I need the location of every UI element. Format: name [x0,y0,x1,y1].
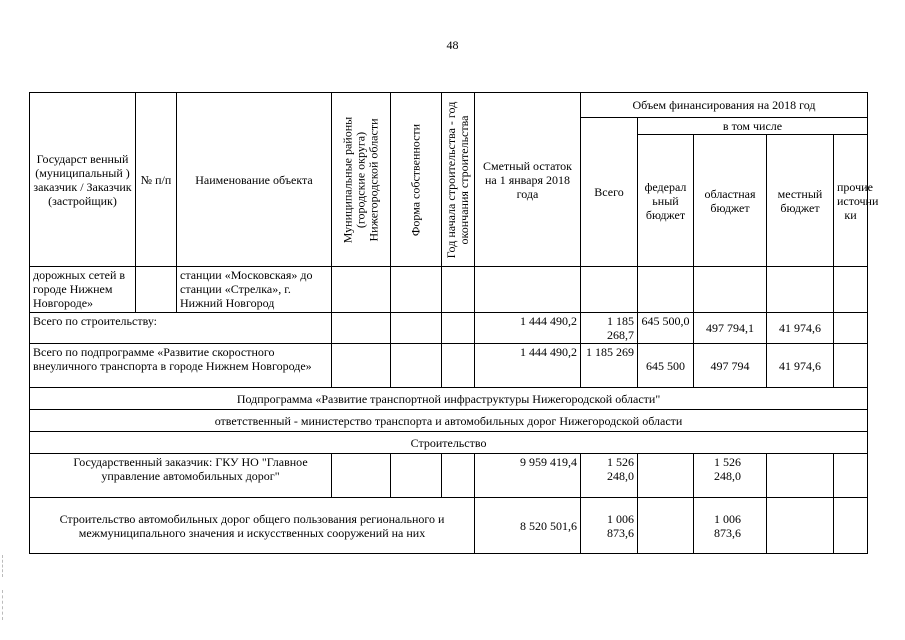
table-row [30,410,868,432]
header-including: в том числе [638,118,868,135]
table-row [30,344,868,388]
total-construction-federal: 645 500,0 [638,313,694,344]
roads-balance: 8 520 501,6 [475,498,581,554]
total-construction-local: 41 974,6 [767,313,834,344]
responsible-line: ответственный - министерство транспорта и автомобильных дорог Нижегородской области [30,410,868,432]
gku-label: Государственный заказчик: ГКУ НО "Главное управление автомобильных дорог" [30,454,332,498]
header-estimated-balance: Сметный остаток на 1 января 2018 года [475,93,581,267]
scan-edge-mark [2,555,3,577]
total-subprogram-local: 41 974,6 [767,344,834,388]
table-row [30,432,868,454]
header-financing: Объем финансирования на 2018 год [581,93,868,118]
header-federal: федерал ьный бюджет [638,135,694,267]
total-subprogram-balance: 1 444 490,2 [475,344,581,388]
total-construction-total: 1 185 268,7 [581,313,638,344]
construction-financing-table [29,92,879,554]
table-row [30,454,868,498]
total-subprogram-federal: 645 500 [638,344,694,388]
header-regional: областная бюджет [694,135,767,267]
header-districts [332,93,391,267]
header-number: № п/п [136,93,177,267]
header-ownership-text: Форма собственности [408,123,423,236]
header-years-text: Год начала строительства - год окончания строительства [444,101,471,258]
page-number: 48 [446,38,459,52]
gku-regional: 1 526 248,0 [694,454,767,498]
roads-label: Строительство автомобильных дорог общего пользования регионального и межмуниципального значения и искусственных сооружений на них [30,498,475,554]
roads-total: 1 006 873,6 [581,498,638,554]
header-local: местный бюджет [767,135,834,267]
total-construction-balance: 1 444 490,2 [475,313,581,344]
cell-object: станции «Московская» до станции «Стрелка», г. Нижний Новгород [177,267,332,313]
cell-customer: дорожных сетей в городе Нижнем Новгороде» [30,267,136,313]
header-customer: Государст венный (муниципальный ) заказчик / Заказчик (застройщик) [30,93,136,267]
header-row [30,93,868,118]
header-object-name: Наименование объекта [177,93,332,267]
table-row [30,267,868,313]
table-row [30,313,868,344]
header-total: Всего [581,118,638,267]
total-construction-regional: 497 794,1 [694,313,767,344]
construction-section-title: Строительство [30,432,868,454]
total-subprogram-regional: 497 794 [694,344,767,388]
cell-number [136,267,177,313]
header-other: прочие источни ки [834,135,868,267]
header-ownership [391,93,442,267]
table-row [30,388,868,410]
gku-balance: 9 959 419,4 [475,454,581,498]
total-construction-label: Всего по строительству: [30,313,332,344]
header-years [442,93,475,267]
gku-total: 1 526 248,0 [581,454,638,498]
total-subprogram-total: 1 185 269 [581,344,638,388]
scan-edge-mark [2,590,3,620]
header-districts-text: Муниципальные районы (городские округа) Нижегородской области [340,116,381,243]
roads-regional: 1 006 873,6 [694,498,767,554]
table-row [30,498,868,554]
subprogram-title: Подпрограмма «Развитие транспортной инфраструктуры Нижегородской области" [30,388,868,410]
total-subprogram-label: Всего по подпрограмме «Развитие скоростного внеуличного транспорта в городе Нижнем Новгороде» [30,344,332,388]
